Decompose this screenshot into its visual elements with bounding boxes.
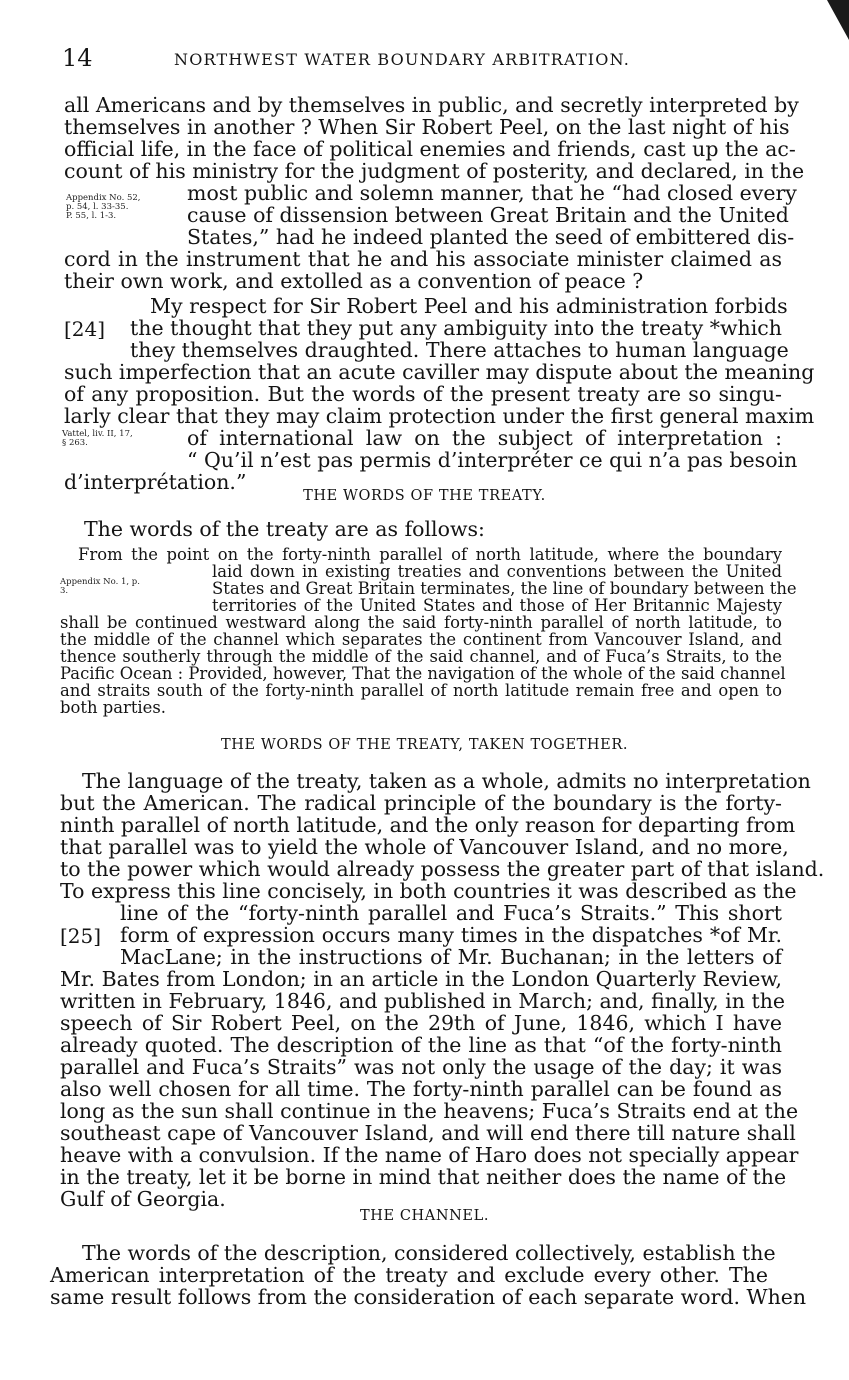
body-line: ninth parallel of north latitude, and the only reason for departing from [60, 813, 796, 837]
body-line: larly clear that they may claim protection under the first general maxim [64, 404, 815, 428]
body-line: that parallel was to yield the whole of Vancouver Island, and no more, [60, 835, 789, 859]
body-line: parallel and Fuca’s Straits” was not only the usage of the day; it was [60, 1055, 782, 1079]
body-line: they themselves draughted. There attaches to human language [130, 338, 789, 362]
margin-note-vattel: Vattel, liv. II, 17, § 263. [62, 429, 133, 448]
body-line: all Americans and by themselves in public, and secretly interpreted by [64, 93, 799, 117]
page-number: 14 [62, 44, 93, 72]
body-line: to the power which would already possess the greater part of that island. [60, 857, 825, 881]
body-line: States,” had he indeed planted the seed of embittered dis- [187, 225, 795, 249]
treaty-quote-line: the middle of the channel which separates the continent from Vancouver Island, and [60, 630, 782, 649]
treaty-quote-line: Pacific Ocean : Provided, however, That the navigation of the whole of the said channel [60, 664, 786, 683]
body-line: My respect for Sir Robert Peel and his administration forbids [150, 294, 788, 318]
section-heading: THE CHANNEL. [359, 1208, 490, 1224]
body-line: The language of the treaty, taken as a whole, admits no interpretation [82, 769, 811, 793]
section-heading: THE WORDS OF THE TREATY. [303, 488, 546, 504]
body-line: form of expression occurs many times in the dispatches *of Mr. [120, 923, 782, 947]
treaty-quote-line: and straits south of the forty-ninth parallel of north latitude remain free and open to [60, 681, 782, 700]
body-line: of any proposition. But the words of the present treaty are so singu- [64, 382, 782, 406]
page-marker-24: [24] [64, 317, 106, 341]
body-line: To express this line concisely, in both countries it was described as the [60, 879, 797, 903]
body-line: d’interprétation.” [64, 470, 247, 494]
body-line: southeast cape of Vancouver Island, and will end there till nature shall [60, 1121, 796, 1145]
body-line: but the American. The radical principle of the boundary is the forty- [60, 791, 782, 815]
scan-edge-mark [827, 0, 849, 40]
body-line: cord in the instrument that he and his associate minister claimed as [64, 247, 782, 271]
body-line: same result follows from the consideration of each separate word. When [50, 1285, 807, 1309]
treaty-quote-line: territories of the United States and those of Her Britannic Majesty [212, 596, 782, 615]
page-header [62, 44, 782, 74]
body-line: in the treaty, let it be borne in mind that neither does the name of the [60, 1165, 787, 1189]
treaty-quote-line: shall be continued westward along the said forty-ninth parallel of north latitude, to [60, 613, 782, 632]
body-line: themselves in another ? When Sir Robert Peel, on the last night of his [64, 115, 790, 139]
running-head: NORTHWEST WATER BOUNDARY ARBITRATION. [174, 50, 631, 69]
body-line: Mr. Bates from London; in an article in the London Quarterly Review, [60, 967, 782, 991]
body-line: MacLane; in the instructions of Mr. Buchanan; in the letters of [120, 945, 782, 969]
treaty-quote-line: both parties. [60, 698, 166, 717]
body-line: Gulf of Georgia. [60, 1187, 226, 1211]
quote-intro: The words of the treaty are as follows: [84, 517, 485, 541]
body-line: American interpretation of the treaty and exclude every other. The [50, 1263, 768, 1287]
treaty-quote-line: laid down in existing treaties and conventions between the United [212, 562, 782, 581]
body-line: line of the “forty-ninth parallel and Fuca’s Straits.” This short [120, 901, 782, 925]
section-heading: THE WORDS OF THE TREATY, TAKEN TOGETHER. [220, 737, 629, 753]
body-line: of international law on the subject of interpretation : [187, 426, 782, 450]
body-line: heave with a convulsion. If the name of Haro does not specially appear [60, 1143, 799, 1167]
body-line: speech of Sir Robert Peel, on the 29th of June, 1846, which I have [60, 1011, 782, 1035]
treaty-quote-line: thence southerly through the middle of the said channel, and of Fuca’s Straits, to the [60, 647, 782, 666]
body-line: already quoted. The description of the line as that “of the forty-ninth [60, 1033, 782, 1057]
body-line: the thought that they put any ambiguity into the treaty *which [130, 316, 782, 340]
body-line: “ Qu’il n’est pas permis d’interpréter ce qui n’a pas besoin [187, 448, 798, 472]
page-marker-25: [25] [60, 924, 102, 948]
treaty-quote-line: States and Great Britain terminates, the line of boundary between the [212, 579, 797, 598]
body-line: The words of the description, considered collectively, establish the [82, 1241, 776, 1265]
body-line: long as the sun shall continue in the heavens; Fuca’s Straits end at the [60, 1099, 799, 1123]
body-line: cause of dissension between Great Britain and the United [187, 203, 789, 227]
body-line: official life, in the face of political enemies and friends, cast up the ac- [64, 137, 796, 161]
body-line: their own work, and extolled as a convention of peace ? [64, 269, 644, 293]
margin-note-appendix-1: Appendix No. 1, p. 3. [60, 577, 140, 596]
margin-note-appendix-52: Appendix No. 52, p. 54, l. 33-35. P. 55, l. 1-3. [66, 193, 141, 221]
body-line: such imperfection that an acute caviller may dispute about the meaning [64, 360, 815, 384]
body-line: also well chosen for all time. The forty-ninth parallel can be found as [60, 1077, 782, 1101]
treaty-quote-line: From the point on the forty-ninth parallel of north latitude, where the boundary [78, 545, 782, 564]
body-line: written in February, 1846, and published in March; and, finally, in the [60, 989, 786, 1013]
body-line: most public and solemn manner, that he “had closed every [187, 181, 797, 205]
body-line: count of his ministry for the judgment of posterity, and declared, in the [64, 159, 805, 183]
